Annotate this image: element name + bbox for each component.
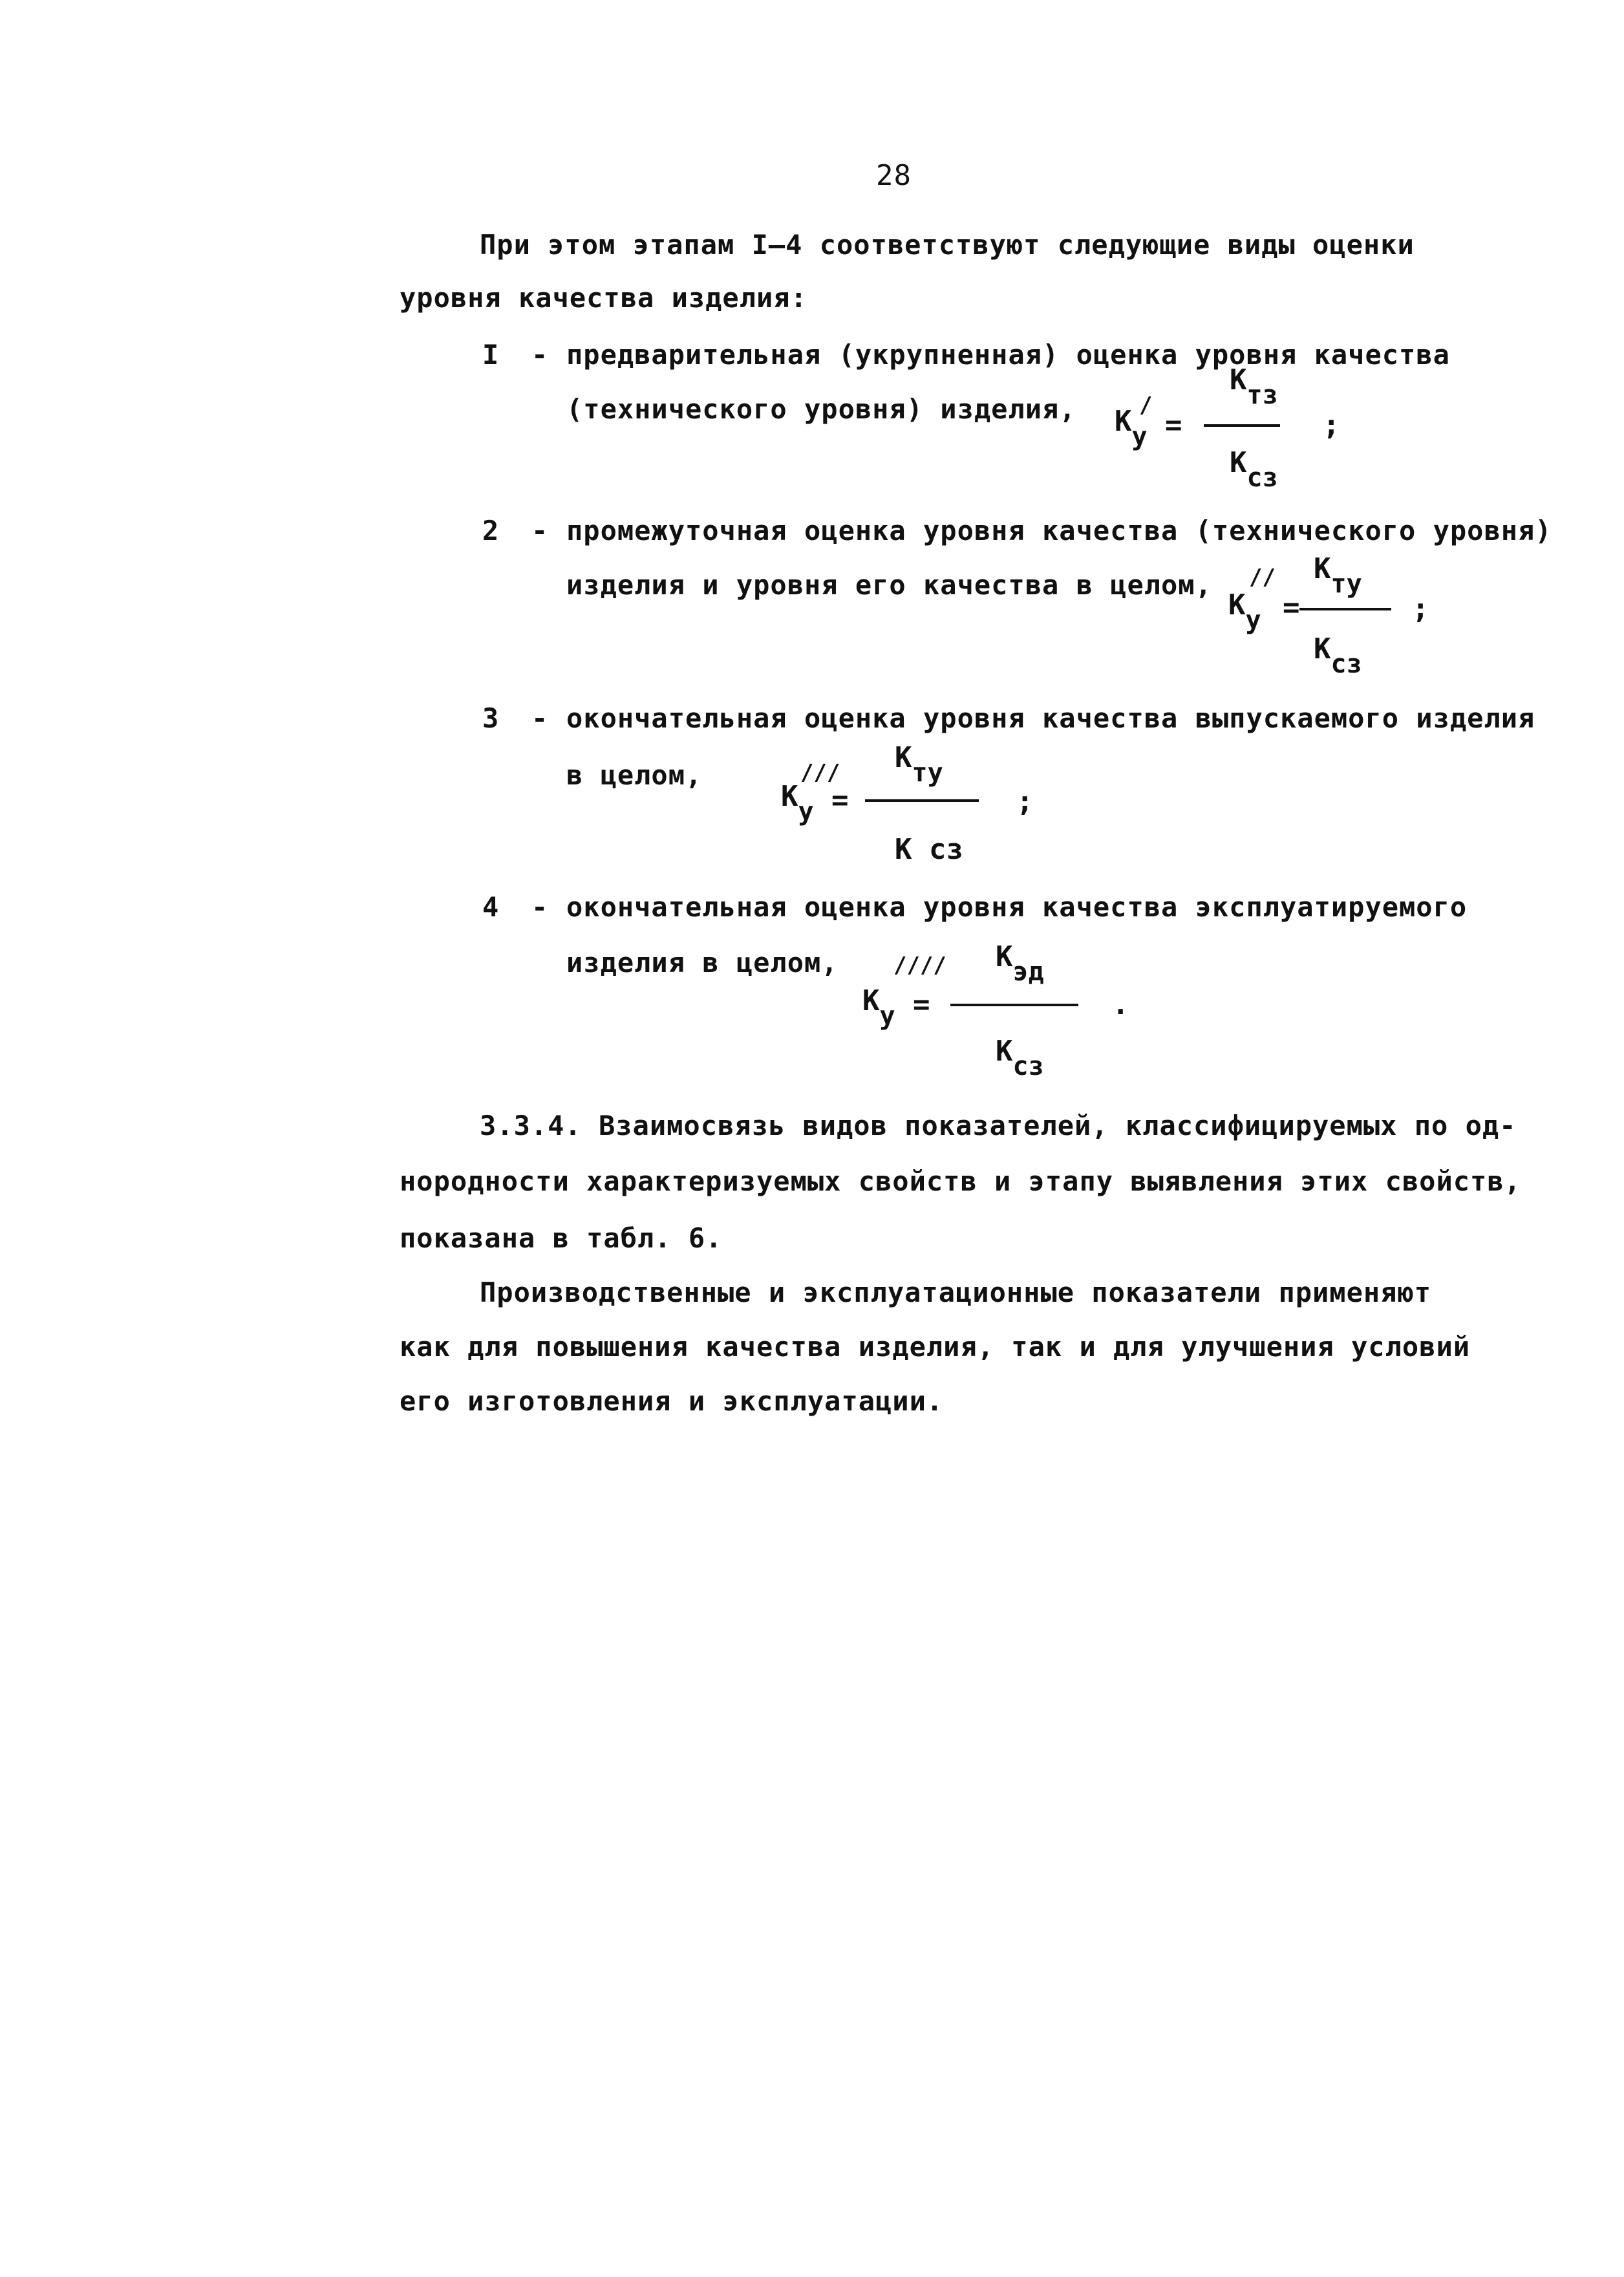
page-number: 28	[876, 159, 912, 192]
item-4-number: 4	[482, 891, 500, 923]
formula-1-fraction-bar	[1204, 424, 1280, 427]
formula-1-lhs: К	[1115, 405, 1132, 438]
formula-4-denom-sub: сз	[1012, 1052, 1044, 1081]
para-2-line-3: его изготовления и эксплуатации.	[400, 1385, 944, 1417]
para-2-line-1: Производственные и эксплуатационные показатели применяют	[480, 1277, 1432, 1308]
formula-2-prime: //	[1249, 565, 1276, 590]
formula-4-prime: ////	[893, 953, 946, 978]
formula-4-numer: К	[996, 940, 1013, 973]
para-1-line-3: показана в табл. 6.	[400, 1222, 723, 1254]
formula-3-numer-sub: ту	[912, 758, 943, 788]
formula-4-lhs-sub: у	[879, 1001, 895, 1031]
item-3-number: 3	[482, 702, 500, 734]
formula-1-lhs-sub: у	[1131, 422, 1148, 451]
formula-3-denom: К сз	[895, 833, 963, 866]
item-1-number: I	[482, 339, 500, 371]
item-3-dash: -	[531, 702, 549, 734]
formula-1-eq: =	[1165, 409, 1182, 442]
formula-2-numer-sub: ту	[1330, 569, 1362, 599]
item-2-line-1: промежуточная оценка уровня качества (технического уровня)	[566, 515, 1552, 546]
formula-3-fraction-bar	[865, 799, 979, 802]
formula-4-lhs: К	[862, 984, 880, 1017]
formula-2-denom: К	[1314, 632, 1331, 665]
intro-line-2: уровня качества изделия:	[400, 282, 807, 314]
item-4-dash: -	[531, 891, 549, 923]
item-1-line-2: (технического уровня) изделия,	[566, 393, 1076, 425]
item-2-dash: -	[531, 515, 549, 546]
formula-4-eq: =	[913, 988, 930, 1021]
formula-2-denom-sub: сз	[1330, 649, 1362, 679]
formula-3-eq: =	[831, 784, 849, 817]
item-2-line-2: изделия и уровня его качества в целом,	[566, 569, 1212, 601]
formula-1-numer-sub: тз	[1246, 380, 1278, 410]
item-4-line-2: изделия в целом,	[566, 947, 839, 978]
para-1-line-1: 3.3.4. Взаимосвязь видов показателей, классифицируемых по од-	[480, 1110, 1517, 1141]
item-2-number: 2	[482, 515, 500, 546]
formula-2-lhs-sub: у	[1245, 605, 1261, 635]
formula-2-eq: =	[1283, 591, 1300, 624]
formula-3-end: ;	[1016, 785, 1034, 818]
formula-4-end: .	[1112, 988, 1129, 1021]
formula-3-numer: К	[895, 741, 912, 774]
formula-1-numer: К	[1230, 363, 1247, 396]
formula-2-lhs: К	[1228, 588, 1246, 621]
intro-line-1: При этом этапам I–4 соответствуют следующие виды оценки	[480, 229, 1415, 261]
formula-2-numer: К	[1314, 552, 1331, 585]
formula-3-lhs-sub: у	[798, 797, 814, 826]
formula-4-numer-sub: эд	[1012, 957, 1044, 987]
formula-2-fraction-bar	[1299, 608, 1391, 610]
formula-1-denom-sub: сз	[1246, 463, 1278, 493]
formula-4-fraction-bar	[950, 1004, 1078, 1006]
item-3-line-1: окончательная оценка уровня качества выпускаемого изделия	[566, 702, 1535, 734]
item-1-line-1: предварительная (укрупненная) оценка уровня качества	[566, 339, 1450, 371]
formula-1-end: ;	[1323, 409, 1340, 442]
formula-3-lhs: К	[781, 780, 798, 813]
formula-2-end: ;	[1412, 592, 1429, 625]
para-2-line-2: как для повышения качества изделия, так и для улучшения условий	[400, 1331, 1471, 1363]
formula-3-prime: ///	[800, 760, 840, 786]
formula-1-denom: К	[1230, 446, 1247, 479]
item-3-line-2: в целом,	[566, 759, 703, 791]
formula-1-prime: /	[1139, 393, 1153, 418]
formula-4-denom: К	[996, 1035, 1013, 1068]
item-1-dash: -	[531, 339, 549, 371]
item-4-line-1: окончательная оценка уровня качества эксплуатируемого	[566, 891, 1468, 923]
para-1-line-2: нородности характеризуемых свойств и этапу выявления этих свойств,	[400, 1165, 1521, 1197]
